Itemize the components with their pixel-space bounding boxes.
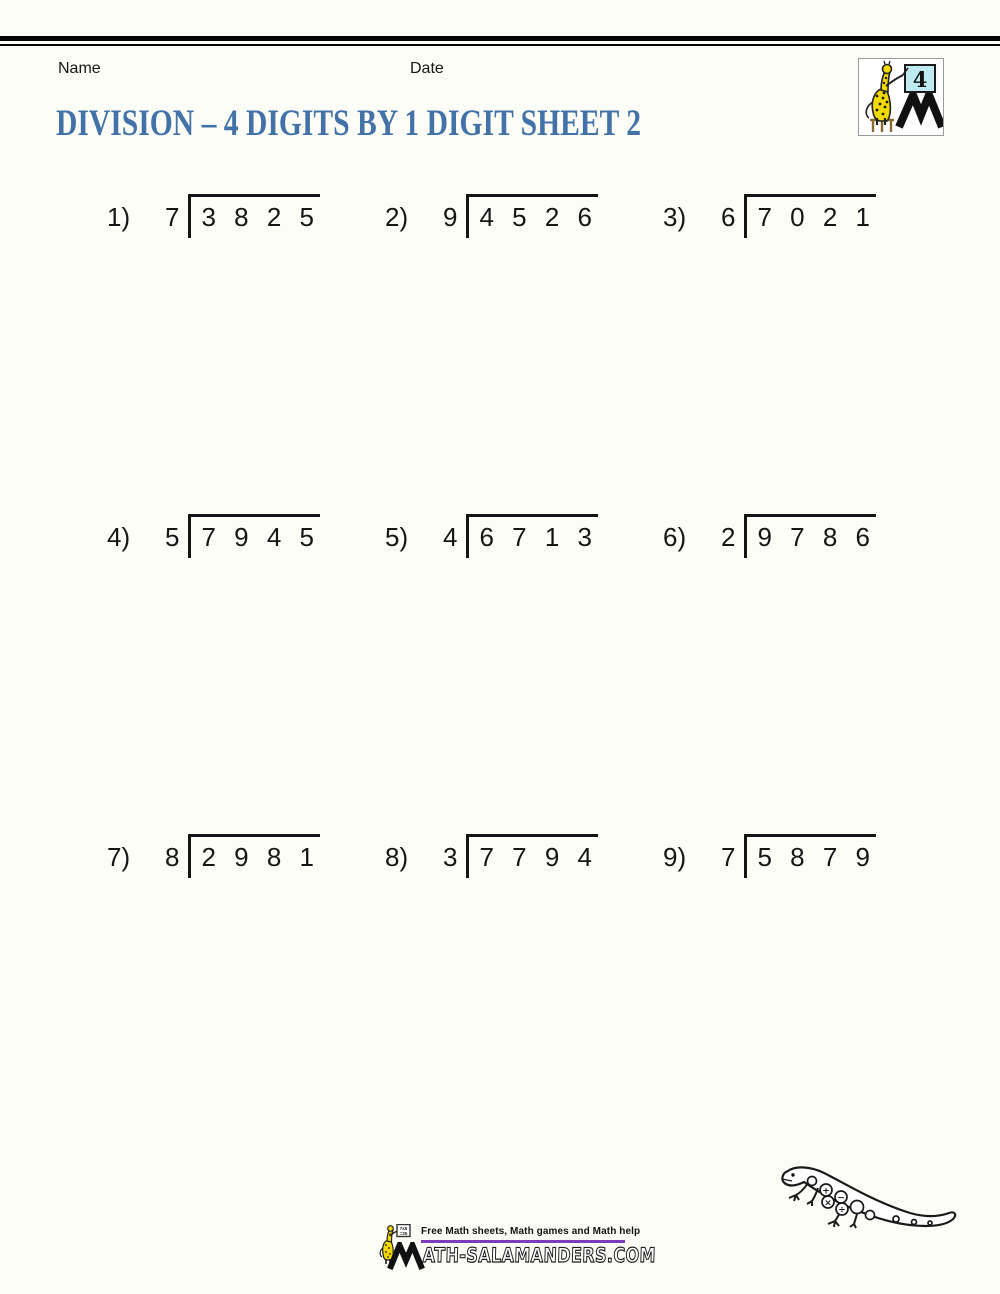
divisor: 4: [443, 522, 458, 552]
board-line-2: =35: [399, 1231, 408, 1236]
divisor: 7: [721, 842, 736, 872]
footer-brand: [375, 1218, 657, 1278]
salamander-icon: [778, 1150, 968, 1236]
top-rule-thin: [0, 44, 1000, 46]
corner-logo-graphic: [859, 59, 943, 135]
problem-number: 3): [663, 202, 687, 232]
division-problem: [385, 834, 663, 878]
division-problem: [107, 514, 385, 558]
division-bracket: [188, 194, 320, 238]
date-label: Date: [410, 60, 444, 77]
problems-grid: [107, 194, 941, 1154]
footer-site-name: ATH-SALAMANDERS.COM: [422, 1243, 657, 1267]
divisor: 8: [165, 842, 180, 872]
division-bracket: [188, 514, 320, 558]
dividend: 7 7 9 4: [479, 842, 592, 872]
division-problem: [107, 194, 385, 238]
stool-icon: [870, 120, 894, 132]
problem-number: 1): [107, 202, 131, 232]
problem-number: 5): [385, 522, 409, 552]
dividend: 2 9 8 1: [201, 842, 314, 872]
name-label: Name: [58, 60, 101, 77]
dividend: 3 8 2 5: [201, 202, 314, 232]
divisor: 6: [721, 202, 736, 232]
dividend: 5 8 7 9: [757, 842, 870, 872]
division-bracket: [744, 834, 876, 878]
salamander-illustration: [778, 1150, 968, 1236]
division-problem: [385, 194, 663, 238]
math-salamanders-corner-logo: [858, 58, 944, 136]
dividend: 7 0 2 1: [757, 202, 870, 232]
problem-number: 9): [663, 842, 687, 872]
divisor: 3: [443, 842, 458, 872]
division-problem: [107, 834, 385, 878]
division-bracket: [466, 194, 598, 238]
problem-number: 8): [385, 842, 409, 872]
division-problem: [663, 834, 941, 878]
top-rule-thick: [0, 36, 1000, 41]
board-line-1: 7x5: [399, 1226, 408, 1231]
division-problem: [385, 514, 663, 558]
m-monogram-icon: [899, 95, 942, 127]
problem-number: 6): [663, 522, 687, 552]
footer-tagline: Free Math sheets, Math games and Math help: [421, 1226, 641, 1237]
minus-symbol: −: [837, 1193, 845, 1204]
page-title: DIVISION – 4 DIGITS BY 1 DIGIT SHEET 2: [56, 103, 642, 144]
dividend: 6 7 1 3: [479, 522, 592, 552]
divisor: 2: [721, 522, 736, 552]
division-problem: [663, 194, 941, 238]
division-bracket: [188, 834, 320, 878]
problem-number: 7): [107, 842, 131, 872]
division-bracket: [466, 834, 598, 878]
grade-number: 4: [912, 67, 928, 92]
division-bracket: [466, 514, 598, 558]
dividend: 7 9 4 5: [201, 522, 314, 552]
divisor: 9: [443, 202, 458, 232]
salamander-eye: [791, 1173, 794, 1176]
division-bracket: [744, 514, 876, 558]
footer-m-monogram-icon: [387, 1242, 425, 1270]
dividend: 9 7 8 6: [757, 522, 870, 552]
divisor: 5: [165, 522, 180, 552]
problem-number: 2): [385, 202, 409, 232]
times-symbol: ×: [824, 1198, 832, 1209]
dividend: 4 5 2 6: [479, 202, 592, 232]
division-bracket: [744, 194, 876, 238]
divide-symbol: ÷: [838, 1205, 846, 1216]
divisor: 7: [165, 202, 180, 232]
division-problem: [663, 514, 941, 558]
problem-number: 4): [107, 522, 131, 552]
plus-symbol: +: [822, 1186, 830, 1197]
